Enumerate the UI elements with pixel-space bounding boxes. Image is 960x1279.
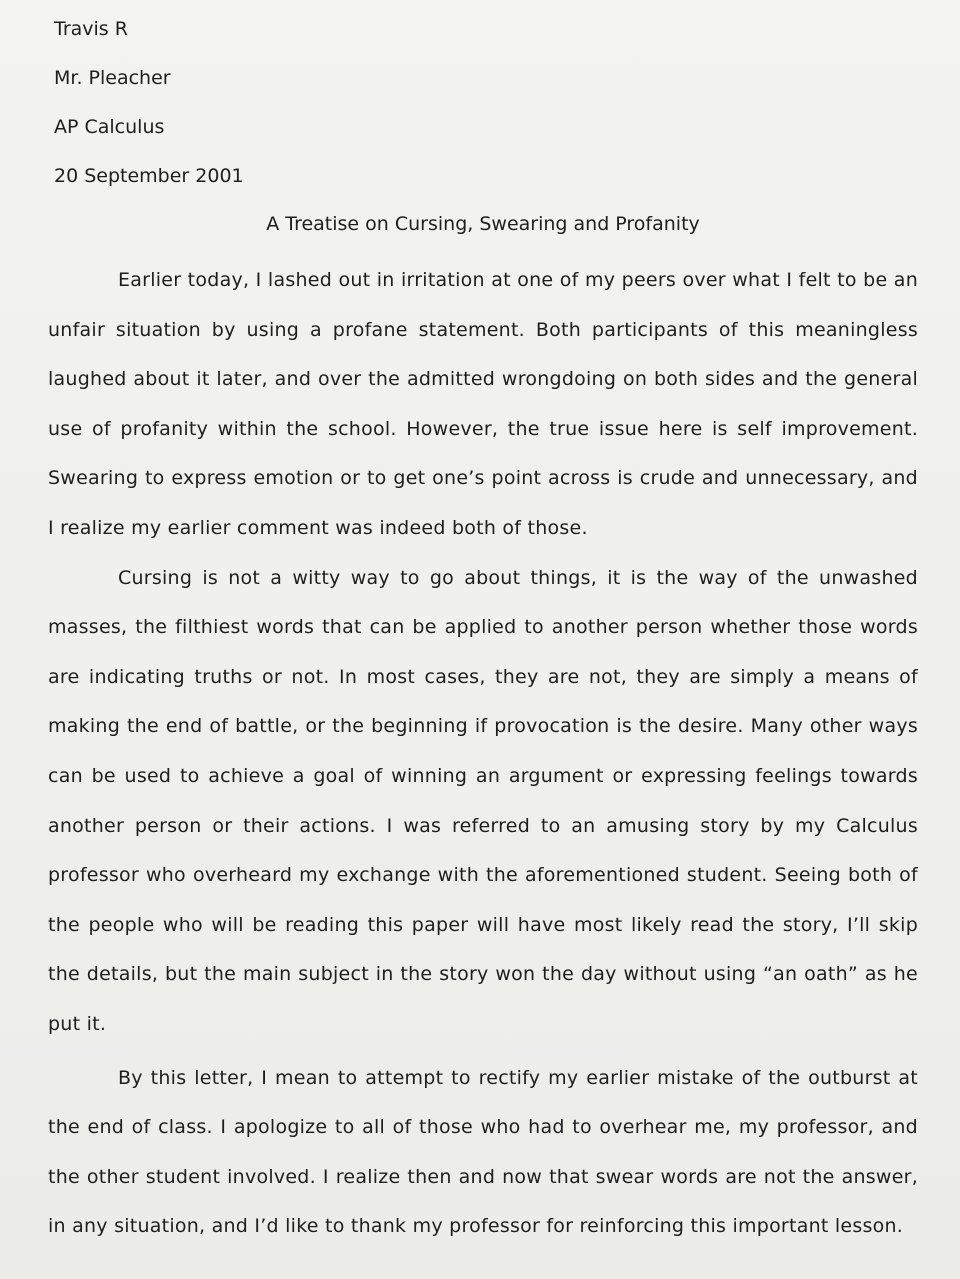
paragraph-2-text: Cursing is not a witty way to go about things, it is the way of the unwashed masses, the filthiest words that can be applied to another person whether those words are indicating truths or not. In most cases, they are not, they are simply a means of making the end of battle, or the beginning if provocation is the desire. Many other ways can be used to achieve a goal of winning an argument or expressing feelings towards another person or their actions. I was referred to an amusing story by my Calculus professor who overheard my exchange with the aforementioned student. Seeing both of the people who will be reading this paper will have most likely read the story, I’ll skip the details, but the main subject in the story won the day without using “an oath” as he put it. [48,566,918,1035]
course-name: AP Calculus [54,116,165,138]
paragraph-1-text: Earlier today, I lashed out in irritation at one of my peers over what I felt to be an unfair situation by using a profane statement. Both participants of this meaningless laughed about it later, and over the admitted wrongdoing on both sides and the general use of profanity within the school. However, the true issue here is self improvement. Swearing to express emotion or to get one’s point across is crude and unnecessary, and I realize my earlier comment was indeed both of those. [48,269,918,539]
author-name: Travis R [54,18,128,40]
paragraph-3 [48,1054,918,1252]
paragraph-3-text: By this letter, I mean to attempt to rectify my earlier mistake of the outburst at the end of class. I apologize to all of those who had to overhear me, my professor, and the other student involved. I realize then and now that swear words are not the answer, in any situation, and I’d like to thank my professor for reinforcing this important lesson. [48,1066,918,1238]
teacher-name: Mr. Pleacher [54,67,171,89]
paragraph-2 [48,554,918,1050]
essay-date: 20 September 2001 [54,165,244,187]
essay-title: A Treatise on Cursing, Swearing and Profanity [266,213,700,235]
paragraph-1 [48,256,918,554]
